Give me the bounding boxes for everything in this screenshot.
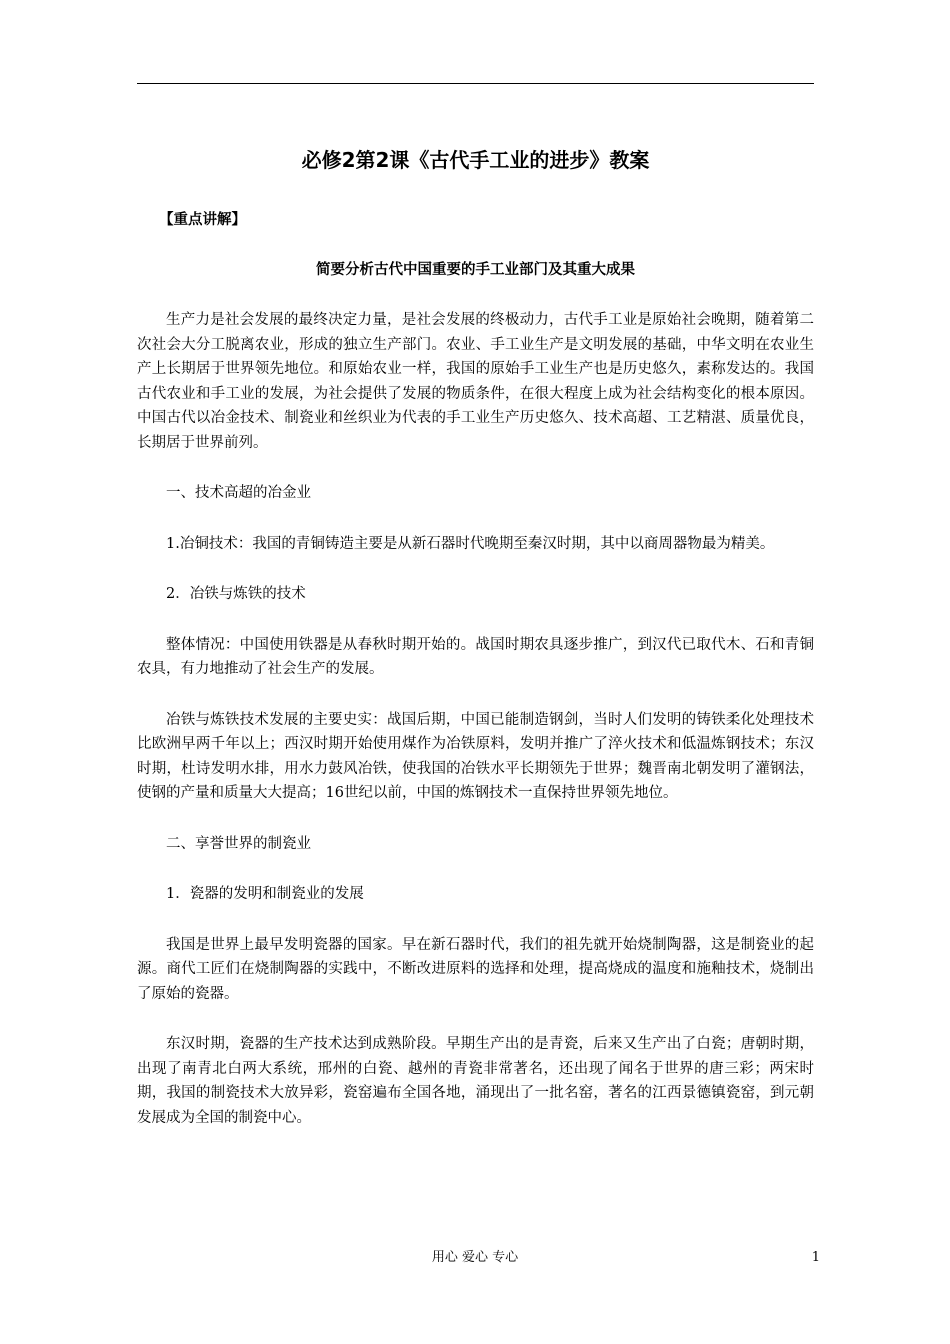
page-number: 1: [811, 1250, 820, 1265]
heading-iron-smelting: 2．冶铁与炼铁的技术: [166, 586, 306, 602]
paragraph-iron-history: 冶铁与炼铁技术发展的主要史实：战国后期，中国已能制造钢剑，当时人们发明的铸铁柔化处理技术比欧洲早两千年以上；西汉时期开始使用煤作为冶铁原料，发明并推广了淬火技术和低温炼钢技术；东汉时期，杜诗发明水排，用水力鼓风冶铁，使我国的冶铁水平长期领先于世界；魏晋南北朝发明了灌钢法，使钢的产量和质量大大提高；16世纪以前，中国的炼钢技术一直保持世界领先地位。: [137, 711, 814, 801]
key-points-label: 【重点讲解】: [159, 212, 246, 228]
header-rule: [137, 83, 814, 84]
heading-porcelain: 二、享誉世界的制瓷业: [166, 835, 311, 852]
paragraph-porcelain-development: 东汉时期，瓷器的生产技术达到成熟阶段。早期生产出的是青瓷，后来又生产出了白瓷；唐朝时期，出现了南青北白两大系统，邢州的白瓷、越州的青瓷非常著名，还出现了闻名于世界的唐三彩；两宋时期，我国的制瓷技术大放异彩，瓷窑遍布全国各地，涌现出了一批名窑，著名的江西景德镇瓷窑，到元朝发展成为全国的制瓷中心。: [137, 1036, 814, 1126]
paragraph-iron-overview: 整体情况：中国使用铁器是从春秋时期开始的。战国时期农具逐步推广，到汉代已取代木、石和青铜农具，有力地推动了社会生产的发展。: [137, 636, 814, 677]
paragraph-porcelain-origin: 我国是世界上最早发明瓷器的国家。早在新石器时代，我们的祖先就开始烧制陶器，这是制瓷业的起源。商代工匠们在烧制陶器的实践中，不断改进原料的选择和处理，提高烧成的温度和施釉技术，烧制出了原始的瓷器。: [137, 936, 814, 1002]
document-body: [137, 140, 814, 1156]
section-title: 简要分析古代中国重要的手工业部门及其重大成果: [316, 262, 635, 278]
document-title: 必修2第2课《古代手工业的进步》教案: [301, 148, 650, 172]
paragraph-intro: 生产力是社会发展的最终决定力量，是社会发展的终极动力，古代手工业是原始社会晚期，随着第二次社会大分工脱离农业，形成的独立生产部门。农业、手工业生产是文明发展的基础，中华文明在农业生产上长期居于世界领先地位。和原始农业一样，我国的原始手工业生产也是历史悠久，素称发达的。我国古代农业和手工业的发展，为社会提供了发展的物质条件，在很大程度上成为社会结构变化的根本原因。中国古代以冶金技术、制瓷业和丝织业为代表的手工业生产历史悠久、技术高超、工艺精湛、质量优良，长期居于世界前列。: [137, 312, 814, 451]
paragraph-copper: 1.冶铜技术：我国的青铜铸造主要是从新石器时代晚期至秦汉时期，其中以商周器物最为精美。: [166, 535, 775, 552]
heading-porcelain-invention: 1．瓷器的发明和制瓷业的发展: [166, 886, 364, 902]
heading-metallurgy: 一、技术高超的冶金业: [166, 485, 311, 501]
footer-text: 用心 爱心 专心: [431, 1250, 519, 1265]
